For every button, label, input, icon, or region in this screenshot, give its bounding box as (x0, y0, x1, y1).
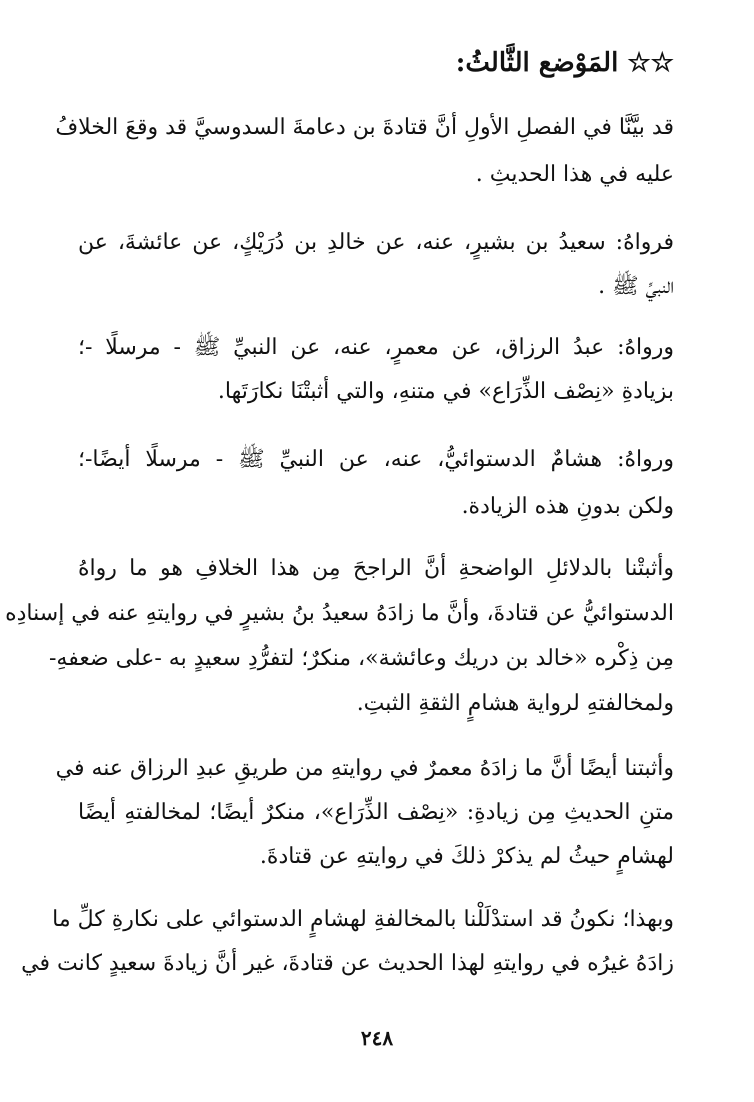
paragraph-7-line-2: زادَهُ غيرُه في روايتهِ لهذا الحديث عن قتادةَ، غير أنَّ زيادةَ سعيدٍ كانت في (21, 951, 674, 976)
paragraph-5-line-3: مِن ذِكْره «خالد بن دريك وعائشة»، منكرٌ؛ لتفرُّدِ سعيدٍ به -على ضعفهِ- (48, 646, 674, 671)
page-number: ٢٤٨ (360, 1026, 394, 1050)
paragraph-4-line-1: ورواهُ: هشامٌ الدستوائيُّ، عنه، عن النبيِّ ﷺ - مرسلًا أيضًا-؛ (78, 447, 674, 472)
paragraph-6-line-2: متنِ الحديثِ مِن زيادةِ: «نِصْف الذِّرَاع»، منكرٌ أيضًا؛ لمخالفتهِ أيضًا (78, 800, 674, 825)
paragraph-6-line-1: وأثبتنا أيضًا أنَّ ما زادَهُ معمرٌ في روايتهِ من طريقِ عبدِ الرزاق عنه في (55, 756, 674, 781)
section-heading: ☆☆ المَوْضع الثَّالثُ: (455, 48, 674, 78)
paragraph-5-line-1: وأثبتْنا بالدلائلِ الواضحةِ أنَّ الراجحَ مِن هذا الخلافِ هو ما رواهُ (78, 556, 674, 581)
paragraph-1-line-2: عليه في هذا الحديثِ . (475, 162, 674, 187)
paragraph-6-line-3: لهشامٍ حيثُ لم يذكرْ ذلكَ في روايتهِ عن قتادةَ. (259, 844, 674, 869)
paragraph-2-line-1: فرواهُ: سعيدُ بن بشيرٍ، عنه، عن خالدِ بن دُرَيْكٍ، عن عائشةَ، عن (78, 230, 674, 255)
paragraph-3-line-2: بزيادةِ «نِصْف الذِّرَاع» في متنهِ، والتي أثبتْنَا نكارَتَها. (217, 379, 674, 404)
paragraph-2-line-2: النبيِّ ﷺ . (598, 274, 674, 299)
paragraph-4-line-2: ولكن بدونِ هذه الزيادة. (461, 494, 674, 519)
paragraph-1-line-1: قد بيَّنَّا في الفصلِ الأولِ أنَّ قتادةَ بن دعامةَ السدوسيَّ قد وقعَ الخلافُ (55, 115, 674, 140)
paragraph-7-line-1: وبهذا؛ نكونُ قد استدْلَلْنا بالمخالفةِ لهشامٍ الدستوائي على نكارةِ كلِّ ما (52, 907, 674, 932)
paragraph-5-line-2: الدستوائيُّ عن قتادةَ، وأنَّ ما زادَهُ سعيدُ بنُ بشيرٍ في روايتهِ عنه في إسنادِه (5, 601, 674, 626)
paragraph-3-line-1: ورواهُ: عبدُ الرزاق، عن معمرٍ، عنه، عن النبيِّ ﷺ - مرسلًا -؛ (78, 335, 674, 360)
paragraph-5-line-4: ولمخالفتهِ لرواية هشامٍ الثقةِ الثبتِ. (356, 691, 674, 716)
